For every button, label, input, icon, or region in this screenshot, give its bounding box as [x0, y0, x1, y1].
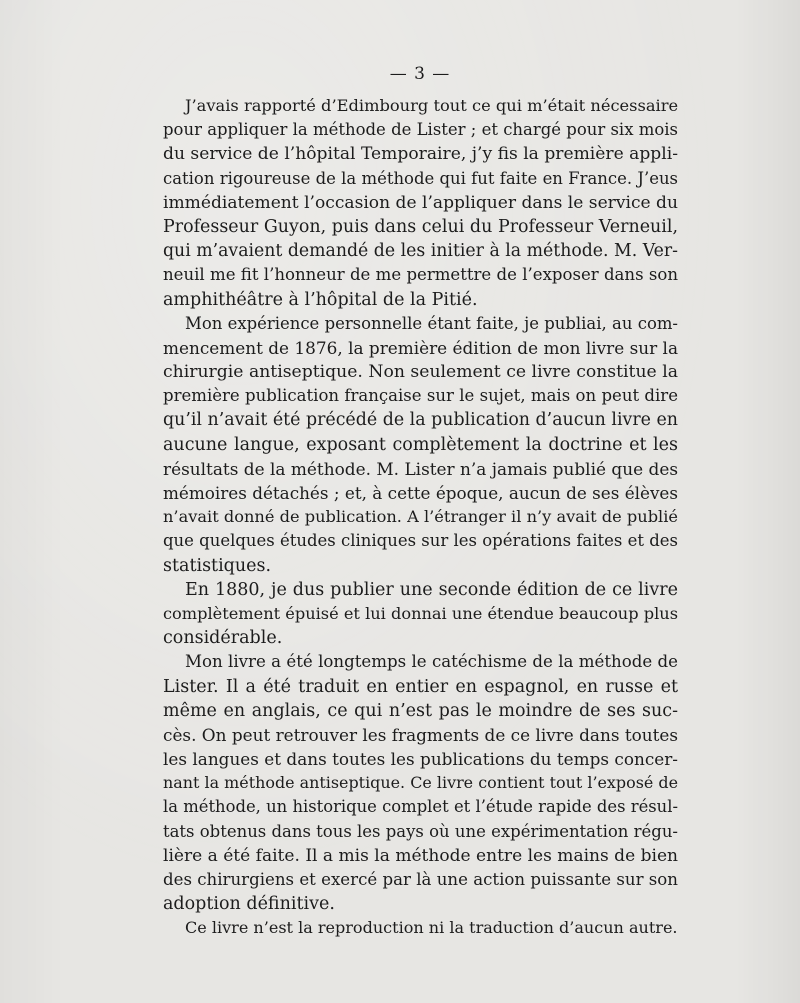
text-line: que quelques études cliniques sur les opérations faites et des	[163, 531, 678, 551]
text-line: immédiatement l’occasion de l’appliquer dans le service du	[163, 192, 678, 213]
text-line: lière a été faite. Il a mis la méthode entre les mains de bien	[163, 845, 678, 866]
text-line: Lister. Il a été traduit en entier en espagnol, en russe et	[163, 676, 678, 697]
text-line: adoption définitive.	[163, 894, 335, 915]
text-line: chirurgie antiseptique. Non seulement ce livre constitue la	[163, 362, 678, 383]
text-line: du service de l’hôpital Temporaire, j’y fis la première appli-	[163, 144, 678, 165]
text-line: cès. On peut retrouver les fragments de ce livre dans toutes	[163, 724, 679, 745]
paragraph-4	[163, 650, 678, 916]
text-line: n’avait donné de publication. A l’étranger il n’y avait de publié	[163, 507, 678, 527]
text-line: qui m’avaient demandé de les initier à la méthode. M. Ver-	[163, 241, 678, 262]
paragraph-2	[163, 312, 678, 578]
text-line: les langues et dans toutes les publications du temps concer-	[163, 749, 678, 770]
text-line: statistiques.	[163, 555, 272, 576]
text-line: résultats de la méthode. M. Lister n’a jamais publié que des	[163, 458, 678, 479]
text-line: qu’il n’avait été précédé de la publication d’aucun livre en	[163, 410, 678, 431]
text-line: pour appliquer la méthode de Lister ; et chargé pour six mois	[163, 120, 678, 140]
paragraph-1	[163, 94, 678, 312]
paragraph-5	[163, 916, 678, 940]
text-line: Mon livre a été longtemps le catéchisme de la méthode de	[185, 652, 678, 672]
text-line: nant la méthode antiseptique. Ce livre contient tout l’exposé de	[163, 773, 678, 793]
body-text	[163, 94, 678, 941]
page-number: — 3 —	[389, 64, 451, 84]
text-line: tats obtenus dans tous les pays où une expérimentation régu-	[163, 821, 678, 841]
text-line: même en anglais, ce qui n’est pas le moindre de ses suc-	[163, 700, 678, 721]
text-line: première publication française sur le sujet, mais on peut dire	[163, 386, 678, 406]
text-line: aucune langue, exposant complètement la doctrine et les	[163, 434, 678, 455]
text-line: des chirurgiens et exercé par là une action puissante sur son	[163, 870, 678, 889]
text-line: En 1880, je dus publier une seconde édition de ce livre	[185, 579, 678, 600]
text-line: J’avais rapporté d’Edimbourg tout ce qui m’était nécessaire	[185, 96, 679, 115]
text-line: Professeur Guyon, puis dans celui du Professeur Verneuil,	[163, 216, 678, 237]
text-line: neuil me fit l’honneur de me permettre de l’exposer dans son	[163, 265, 678, 285]
text-line: la méthode, un historique complet et l’étude rapide des résul-	[163, 797, 678, 817]
text-line: mémoires détachés ; et, à cette époque, aucun de ses élèves	[163, 483, 678, 503]
text-line: Mon expérience personnelle étant faite, je publiai, au com-	[185, 313, 678, 333]
text-line: amphithéâtre à l’hôpital de la Pitié.	[163, 289, 478, 310]
text-line: considérable.	[163, 628, 283, 649]
text-line: complètement épuisé et lui donnai une étendue beaucoup plus	[163, 603, 678, 623]
paragraph-3	[163, 578, 678, 651]
text-line: mencement de 1876, la première édition de mon livre sur la	[163, 337, 678, 358]
text-line: Ce livre n’est la reproduction ni la traduction d’aucun autre.	[185, 918, 678, 938]
text-line: cation rigoureuse de la méthode qui fut faite en France. J’eus	[163, 168, 678, 188]
